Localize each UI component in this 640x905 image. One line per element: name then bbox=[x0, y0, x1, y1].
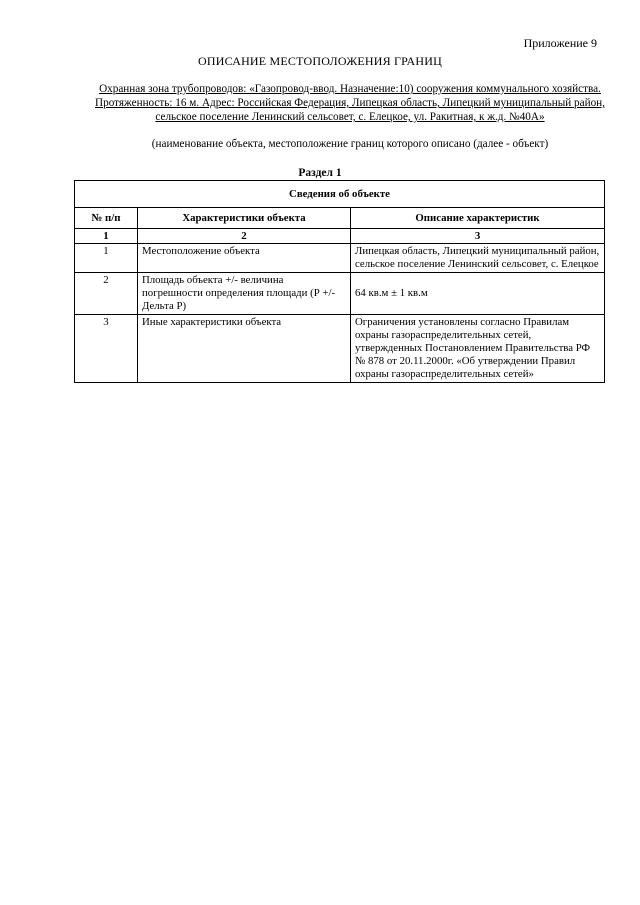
row-num: 3 bbox=[75, 315, 138, 383]
section-title: Раздел 1 bbox=[298, 167, 342, 179]
table-heading-row bbox=[75, 181, 605, 208]
row-num: 2 bbox=[75, 273, 138, 315]
object-description-text: Охранная зона трубопроводов: «Газопровод-ввод. Назначение:10) сооружения коммунального хозяйства. Протяженность: 16 м. Адрес: Российская Федерация, Липецкая область, Липецкий муниципальный район, сельское поселение Ленинский сельсовет, с. Елецкое, ул. Ракитная, к ж.д. №40А» bbox=[95, 83, 605, 123]
table-row bbox=[75, 244, 605, 273]
row-description: Липецкая область, Липецкий муниципальный район, сельское поселение Ленинский сельсовет, с. Елецкое bbox=[351, 244, 605, 273]
appendix-label: Приложение 9 bbox=[523, 36, 597, 50]
row-characteristic: Местоположение объекта bbox=[138, 244, 351, 273]
column-number-1: 1 bbox=[75, 229, 138, 244]
table-row bbox=[75, 315, 605, 383]
row-description: 64 кв.м ± 1 кв.м bbox=[351, 273, 605, 315]
table-column-number-row bbox=[75, 229, 605, 244]
row-characteristic: Иные характеристики объекта bbox=[138, 315, 351, 383]
object-caption: (наименование объекта, местоположение границ которого описано (далее - объект) bbox=[151, 138, 549, 150]
page-title: ОПИСАНИЕ МЕСТОПОЛОЖЕНИЯ ГРАНИЦ bbox=[198, 54, 442, 68]
row-description: Ограничения установлены согласно Правилам охраны газораспределительных сетей, утвержденных Постановлением Правительства РФ № 878 от 20.11.2000г. «Об утверждении Правил охраны газораспределительных сетей» bbox=[351, 315, 605, 383]
column-header-characteristic: Характеристики объекта bbox=[138, 208, 351, 229]
column-number-3: 3 bbox=[351, 229, 605, 244]
object-description bbox=[95, 82, 605, 124]
row-characteristic: Площадь объекта +/- величина погрешности определения площади (Р +/- Дельта Р) bbox=[138, 273, 351, 315]
column-header-num: № п/п bbox=[75, 208, 138, 229]
row-num: 1 bbox=[75, 244, 138, 273]
table-heading: Сведения об объекте bbox=[75, 181, 605, 208]
object-info-table bbox=[74, 180, 605, 383]
table-column-header-row bbox=[75, 208, 605, 229]
column-number-2: 2 bbox=[138, 229, 351, 244]
table-row bbox=[75, 273, 605, 315]
column-header-description: Описание характеристик bbox=[351, 208, 605, 229]
